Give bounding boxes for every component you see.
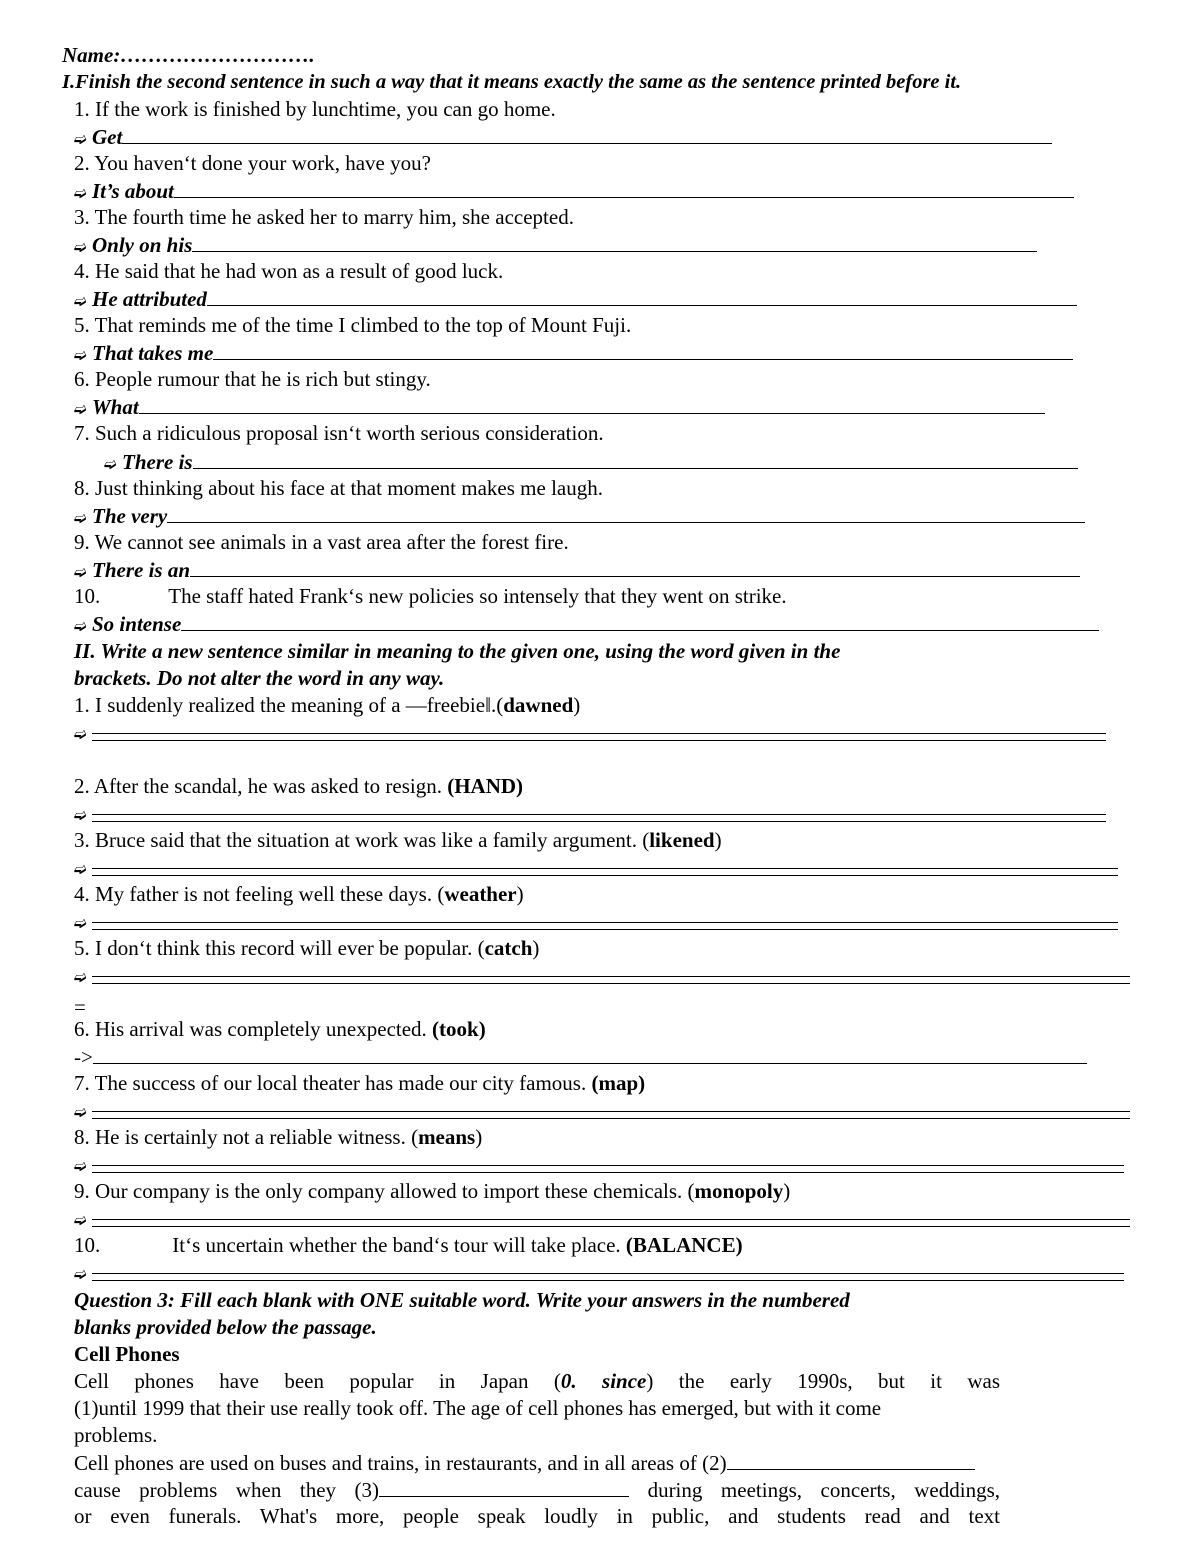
- passage-line: cause problems when they (3) during meetings, concerts, weddings,: [74, 1478, 1000, 1502]
- list-item: 7. The success of our local theater has made our city famous. (map): [74, 1071, 646, 1095]
- arrow-icon: ➫: [74, 402, 87, 418]
- list-item: 9. We cannot see animals in a vast area after the forest fire.: [74, 530, 569, 554]
- passage-line: or even funerals. What's more, people speak loudly in public, and students read and text: [74, 1504, 1000, 1528]
- arrow-icon: ➫: [74, 132, 87, 148]
- list-item: 4. He said that he had won as a result of good luck.: [74, 259, 504, 283]
- list-item: 3. Bruce said that the situation at work was like a family argument. (likened): [74, 828, 722, 852]
- stray-mark: =: [74, 995, 86, 1019]
- arrow-icon: ➫: [74, 619, 87, 635]
- list-item: 6. People rumour that he is rich but stingy.: [74, 367, 431, 391]
- answer-line[interactable]: ➫ There is an: [74, 556, 1080, 587]
- passage-title: Cell Phones: [74, 1342, 180, 1366]
- answer-line[interactable]: ➫ The very: [74, 502, 1085, 533]
- answer-line[interactable]: [74, 1259, 1124, 1289]
- answer-line[interactable]: ➫ He attributed: [74, 285, 1077, 316]
- list-item: 9. Our company is the only company allowed to import these chemicals. (monopoly): [74, 1179, 791, 1203]
- passage-line: Cell phones have been popular in Japan (0. since) the early 1990s, but it was: [74, 1369, 1000, 1393]
- arrow-icon: ➫: [74, 862, 87, 878]
- list-item: 10. The staff hated Frank‘s new policies so intensely that they went on strike.: [74, 584, 787, 608]
- arrow-icon: ➫: [74, 808, 87, 824]
- list-item: 1. I suddenly realized the meaning of a ―freebie‖.(dawned): [74, 693, 581, 717]
- answer-line[interactable]: [74, 1097, 1130, 1127]
- answer-line[interactable]: ➫ There is: [104, 448, 1078, 479]
- arrow-icon: ➫: [74, 348, 87, 364]
- arrow-icon: ➫: [74, 727, 87, 743]
- arrow-icon: ➫: [74, 916, 87, 932]
- blank-3[interactable]: [379, 1476, 629, 1497]
- answer-line[interactable]: ➫ Get: [74, 123, 1052, 154]
- arrow-icon: ➫: [74, 1213, 87, 1229]
- answer-line[interactable]: ➫ That takes me: [74, 339, 1073, 370]
- list-item: 4. My father is not feeling well these days. (weather): [74, 882, 524, 906]
- arrow-icon: ➫: [104, 457, 117, 473]
- arrow-icon: ➫: [74, 1159, 87, 1175]
- arrow-icon: ➫: [74, 294, 87, 310]
- blank-2[interactable]: [727, 1449, 975, 1470]
- section2-title: II. Write a new sentence similar in meaning to the given one, using the word given in the: [74, 639, 841, 663]
- answer-line[interactable]: [74, 719, 1106, 749]
- passage-line: (1)until 1999 that their use really took off. The age of cell phones has emerged, but with it come: [74, 1396, 882, 1420]
- arrow-icon: ->: [74, 1045, 93, 1069]
- arrow-icon: ➫: [74, 186, 87, 202]
- passage-line: Cell phones are used on buses and trains, in restaurants, and in all areas of (2): [74, 1449, 975, 1477]
- section3-title: Question 3: Fill each blank with ONE suitable word. Write your answers in the numbered: [74, 1288, 850, 1312]
- arrow-icon: ➫: [74, 565, 87, 581]
- answer-line[interactable]: ➫ What: [74, 393, 1045, 424]
- section2-title-cont: brackets. Do not alter the word in any way.: [74, 666, 445, 690]
- arrow-icon: ➫: [74, 1267, 87, 1283]
- arrow-icon: ➫: [74, 970, 87, 986]
- answer-line[interactable]: ➫ So intense: [74, 610, 1099, 641]
- answer-line[interactable]: [74, 1151, 1124, 1181]
- arrow-icon: ➫: [74, 511, 87, 527]
- answer-line[interactable]: [74, 1043, 1087, 1071]
- answer-line[interactable]: ➫ Only on his: [74, 231, 1037, 262]
- list-item: 3. The fourth time he asked her to marry him, she accepted.: [74, 205, 574, 229]
- answer-line[interactable]: ➫ It’s about: [74, 177, 1074, 208]
- list-item: 7. Such a ridiculous proposal isn‘t worth serious consideration.: [74, 421, 604, 445]
- list-item: 2. You haven‘t done your work, have you?: [74, 151, 431, 175]
- passage-line: problems.: [74, 1423, 158, 1447]
- name-label: Name:……………………….: [62, 43, 315, 67]
- section3-title-cont: blanks provided below the passage.: [74, 1315, 377, 1339]
- answer-line[interactable]: [74, 908, 1118, 938]
- answer-line[interactable]: [74, 854, 1118, 884]
- list-item: 8. He is certainly not a reliable witness. (means): [74, 1125, 483, 1149]
- list-item: 2. After the scandal, he was asked to resign. (HAND): [74, 774, 524, 798]
- list-item: 1. If the work is finished by lunchtime, you can go home.: [74, 97, 556, 121]
- answer-line[interactable]: [74, 962, 1130, 992]
- list-item: 6. His arrival was completely unexpected. (took): [74, 1017, 486, 1041]
- list-item: 10. It‘s uncertain whether the band‘s tour will take place. (BALANCE): [74, 1233, 743, 1257]
- arrow-icon: ➫: [74, 1105, 87, 1121]
- list-item: 5. I don‘t think this record will ever be popular. (catch): [74, 936, 540, 960]
- answer-line[interactable]: [74, 1205, 1130, 1235]
- list-item: 5. That reminds me of the time I climbed to the top of Mount Fuji.: [74, 313, 632, 337]
- answer-line[interactable]: [74, 800, 1106, 830]
- list-item: 8. Just thinking about his face at that moment makes me laugh.: [74, 476, 603, 500]
- arrow-icon: ➫: [74, 240, 87, 256]
- section1-title: I.Finish the second sentence in such a way that it means exactly the same as the sentence printed before it.: [62, 71, 962, 93]
